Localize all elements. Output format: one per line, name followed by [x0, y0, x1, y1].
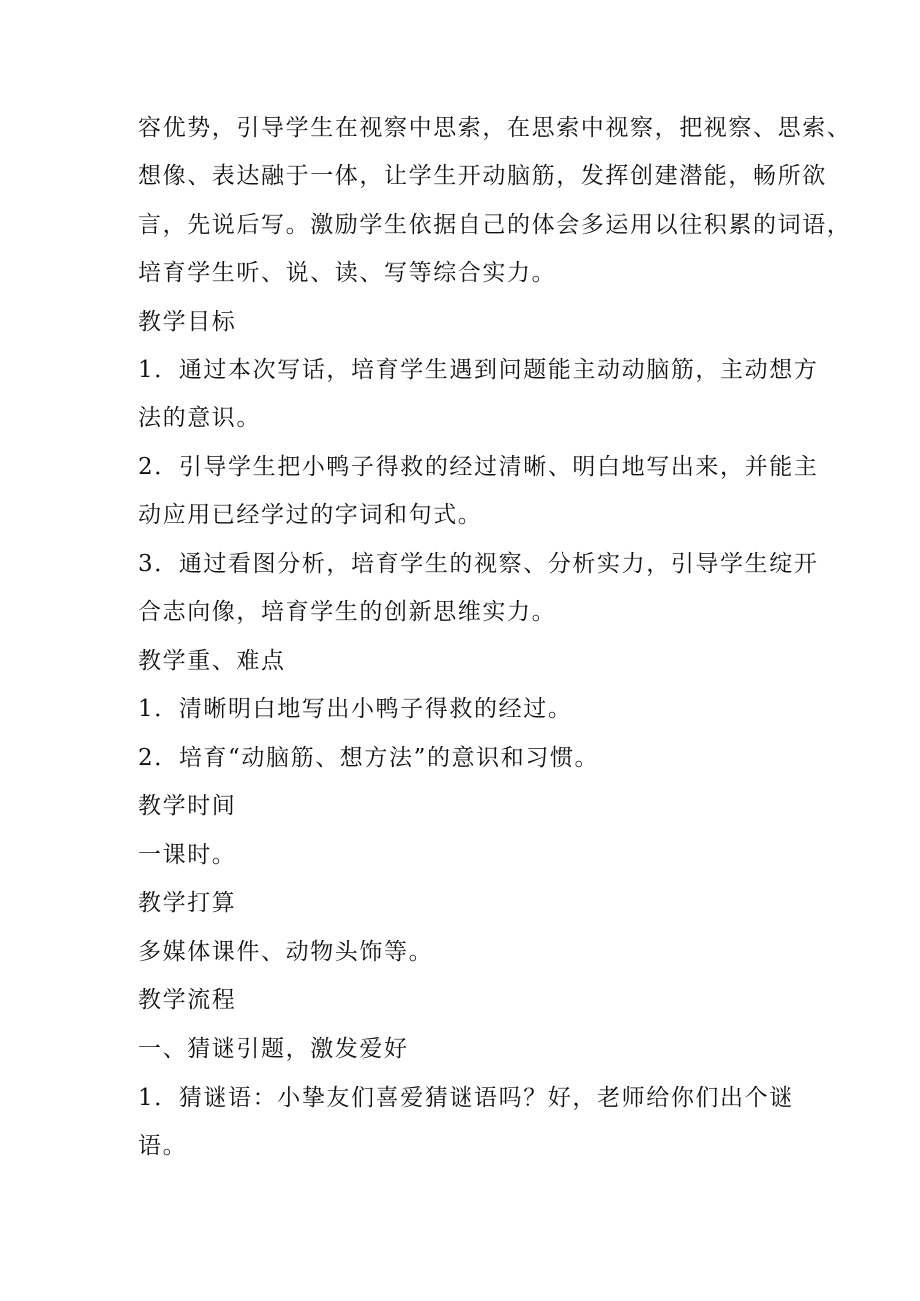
paragraph-line: 言，先说后写。激励学生依据自己的体会多运用以往积累的词语， [138, 212, 852, 238]
paragraph-line: 容优势，引导学生在视察中思索，在思索中视察，把视察、思索、 [138, 115, 852, 141]
paragraph-line: 多媒体课件、动物头饰等。 [138, 939, 434, 965]
list-item-continuation: 动应用已经学过的字词和句式。 [138, 502, 483, 528]
section-heading: 教学目标 [138, 309, 237, 335]
paragraph-line: 培育学生听、说、读、写等综合实力。 [138, 260, 557, 286]
list-item-continuation: 法的意识。 [138, 405, 261, 431]
list-item: 1．清晰明白地写出小鸭子得救的经过。 [138, 696, 573, 722]
section-heading: 教学重、难点 [138, 648, 286, 674]
list-item: 3．通过看图分析，培育学生的视察、分析实力，引导学生绽开 [138, 551, 819, 577]
list-item: 2．培育“动脑筋、想方法”的意识和习惯。 [138, 745, 600, 771]
paragraph-line: 一课时。 [138, 842, 237, 868]
list-item: 1．通过本次写话，培育学生遇到问题能主动动脑筋，主动想方 [138, 357, 819, 383]
section-heading: 教学打算 [138, 890, 237, 916]
section-heading: 教学时间 [138, 793, 237, 819]
list-item-continuation: 语。 [138, 1133, 188, 1159]
section-heading: 教学流程 [138, 987, 237, 1013]
list-item-continuation: 合志向像，培育学生的创新思维实力。 [138, 599, 557, 625]
subsection-heading: 一、猜谜引题，激发爱好 [138, 1036, 409, 1062]
list-item: 2．引导学生把小鸭子得救的经过清晰、明白地写出来，并能主 [138, 454, 819, 480]
list-item: 1．猜谜语：小挚友们喜爱猜谜语吗？好，老师给你们出个谜 [138, 1085, 794, 1111]
paragraph-line: 想像、表达融于一体，让学生开动脑筋，发挥创建潜能，畅所欲 [138, 163, 827, 189]
